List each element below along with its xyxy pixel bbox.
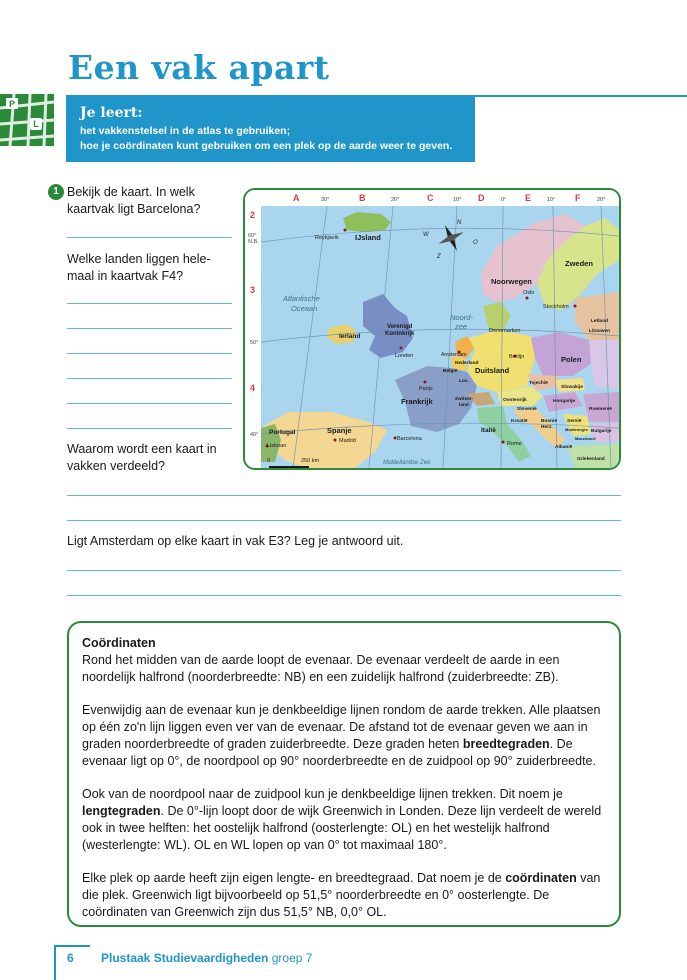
map-row-label: 4 [250, 383, 256, 393]
city-label: Reykjavík [315, 235, 339, 241]
map-longitude-label: 10° [547, 197, 556, 203]
country-label: Italië [481, 427, 496, 434]
map-longitude-label: 20° [391, 197, 400, 203]
country-label: Litouwen [589, 329, 611, 334]
country-label: Duitsland [475, 366, 510, 375]
city-marker [574, 305, 577, 308]
sea-label: Oceaan [291, 304, 318, 313]
svg-text:L: L [33, 119, 39, 129]
country-label: Denemarken [489, 328, 521, 334]
city-marker [424, 381, 427, 384]
question-2: Welke landen liggen hele- maal in kaartvak F4? [67, 252, 211, 283]
answer-line[interactable] [67, 378, 232, 379]
coordinates-paragraph: Elke plek op aarde heeft zijn eigen lengte- en breedtegraad. Dat noem je de coördinaten van die plek. Greenwich ligt bijvoorbeeld op 51,5° noorderbreedte en 0° oosterlengte. De coördinaten van Greenwich zijn dus 51,5° NB, 0,0° OL. [82, 871, 601, 919]
city-label: Amsterdam [441, 352, 467, 358]
country-label: Koninkrijk [385, 331, 415, 337]
sea-label: Middellandse Zee [383, 460, 431, 466]
country-label: Lux. [459, 379, 469, 384]
map-latitude-label: N.B. [248, 239, 259, 245]
map-column-label: C [427, 193, 434, 203]
answer-line[interactable] [67, 428, 232, 429]
map-longitude-label: 0° [501, 197, 507, 203]
map-longitude-label: 10° [453, 197, 462, 203]
svg-text:P: P [8, 99, 16, 109]
learning-goals-heading: Je leert: [80, 105, 143, 121]
sea-label: Noord- [450, 313, 473, 322]
svg-text:O: O [473, 240, 478, 246]
coordinates-paragraph: Ook van de noordpool naar de zuidpool kun je denkbeeldige lijnen trekken. Dit noem je lengtegraden. De 0°-lijn loopt door de wijk Greenwich in Londen. Deze lijn verdeelt de wereld ook in twee helften: het oostelijk halfrond (oosterlengte: OL) en het westelijk halfrond (westerlengte: WL). OL en WL lopen op van 0° tot maximaal 180°. [82, 787, 602, 852]
answer-line[interactable] [67, 595, 621, 596]
country-label: Polen [561, 355, 582, 364]
answer-line[interactable] [67, 403, 232, 404]
map-longitude-label: 20° [597, 197, 606, 203]
footer-divider [54, 945, 56, 980]
country-label: Frankrijk [401, 397, 433, 406]
country-label: Letland [591, 319, 609, 324]
map-latitude-label: 60° [248, 233, 257, 239]
map-column-label: F [575, 193, 581, 203]
country-label: Montenegro [565, 427, 588, 432]
country-label: Slovenië [517, 407, 537, 412]
country-label: Spanje [327, 426, 352, 435]
answer-line[interactable] [67, 353, 232, 354]
map-column-label: D [478, 193, 485, 203]
city-label: Parijs [419, 386, 433, 392]
country-label: Verenigd [387, 324, 413, 330]
country-label: Griekenland [577, 457, 605, 462]
city-marker [526, 297, 529, 300]
exercise-number-badge: 1 [48, 184, 64, 200]
question-1: Bekijk de kaart. In welk kaartvak ligt Barcelona? [67, 185, 201, 216]
city-label: Lisboan [267, 443, 287, 449]
country-label: Hongarije [553, 399, 576, 404]
answer-line[interactable] [67, 237, 232, 238]
country-label: Noorwegen [491, 277, 532, 286]
learning-goal: hoe je coördinaten kunt gebruiken om een plek op de aarde weer te geven. [80, 140, 453, 152]
answer-line[interactable] [67, 570, 621, 571]
country-label: Ierland [339, 333, 361, 340]
city-marker [344, 229, 347, 232]
svg-text:250 km: 250 km [301, 458, 320, 464]
map-row-label: 2 [250, 210, 256, 220]
svg-text:0: 0 [267, 458, 271, 464]
map-column-label: B [359, 193, 366, 203]
country-label: Tsjechië [529, 381, 548, 386]
city-marker [400, 347, 403, 350]
country-label: Oostenrijk [503, 398, 527, 403]
city-marker [334, 439, 337, 442]
country-label: Zweden [565, 259, 593, 268]
country-label: Kroatië [511, 419, 528, 424]
answer-line[interactable] [67, 495, 621, 496]
page-title: Een vak apart [68, 48, 330, 87]
page-number: 6 [67, 951, 74, 965]
sea-label: zee [455, 322, 468, 331]
map-column-label: E [525, 193, 532, 203]
answer-line[interactable] [67, 328, 232, 329]
country-label: Zwitser- [455, 397, 474, 402]
country-label: Bosnië [541, 419, 557, 424]
learning-goal: het vakkenstelsel in de atlas te gebruiken; [80, 125, 291, 137]
footer-divider [54, 945, 90, 947]
city-label: Oslo [523, 290, 535, 296]
country-label: land [459, 403, 469, 408]
country-label: Macedonië [575, 436, 596, 441]
country-label: Nederland [455, 361, 479, 366]
answer-line[interactable] [67, 303, 232, 304]
city-label: Berlijn [509, 354, 525, 360]
country-label: Portugal [269, 429, 296, 436]
country-label: Slowakije [561, 385, 583, 390]
coordinates-info-box [67, 621, 621, 927]
city-label: Madrid [339, 438, 356, 444]
learning-goals-box [66, 97, 475, 162]
map-latitude-label: 50° [250, 340, 259, 346]
map-latitude-label: 40° [250, 432, 259, 438]
map-row-label: 3 [250, 285, 256, 295]
map-longitude-label: 30° [321, 197, 330, 203]
footer-title: Plustaak Studievaardigheden groep 7 [101, 951, 313, 965]
question-4: Ligt Amsterdam op elke kaart in vak E3? Leg je antwoord uit. [67, 534, 404, 548]
sea-label: Atlantische [283, 294, 320, 303]
city-marker [502, 441, 505, 444]
city-label: Stockholm [543, 304, 569, 310]
country-label: België [443, 369, 458, 374]
svg-text:W: W [423, 232, 429, 238]
question-3: Waarom wordt een kaart in vakken verdeeld? [67, 442, 217, 473]
country-label: Servië [567, 419, 582, 424]
country-label: Roemenië [589, 407, 612, 412]
map-grid-icon [0, 94, 54, 146]
coordinates-heading: Coördinaten [82, 636, 156, 650]
country-label: IJsland [355, 233, 381, 242]
country-label: Bulgarije [591, 429, 612, 434]
map-column-label: A [293, 193, 300, 203]
svg-text:Z: Z [437, 254, 441, 260]
city-label: Londen [395, 353, 414, 359]
country-label: Albanië [555, 445, 573, 450]
answer-line[interactable] [67, 520, 621, 521]
coordinates-paragraph: Rond het midden van de aarde loopt de evenaar. De evenaar verdeelt de aarde in een noordelijk halfrond (noorderbreedte: NB) en een zuidelijk halfrond (zuiderbreedte: ZB). [82, 653, 560, 684]
svg-text:N: N [457, 220, 462, 226]
country-label: Herz. [541, 425, 553, 430]
city-label: Rome [507, 441, 522, 447]
coordinates-paragraph: Evenwijdig aan de evenaar kun je denkbeeldige lijnen rondom de aarde trekken. Alle plaatsen op één zo'n lijn liggen even ver van de evenaar. De afstand tot de evenaar geven we aan in graden noorderbreedte of graden zuiderbreedte. Deze graden heten breedtegraden. De evenaar ligt op 0°, de noordpool op 90° noorderbreedte en de zuidpool op 90° zuiderbreedte. [82, 703, 601, 768]
europe-map [243, 188, 621, 470]
city-label: Barcelona [397, 436, 422, 442]
